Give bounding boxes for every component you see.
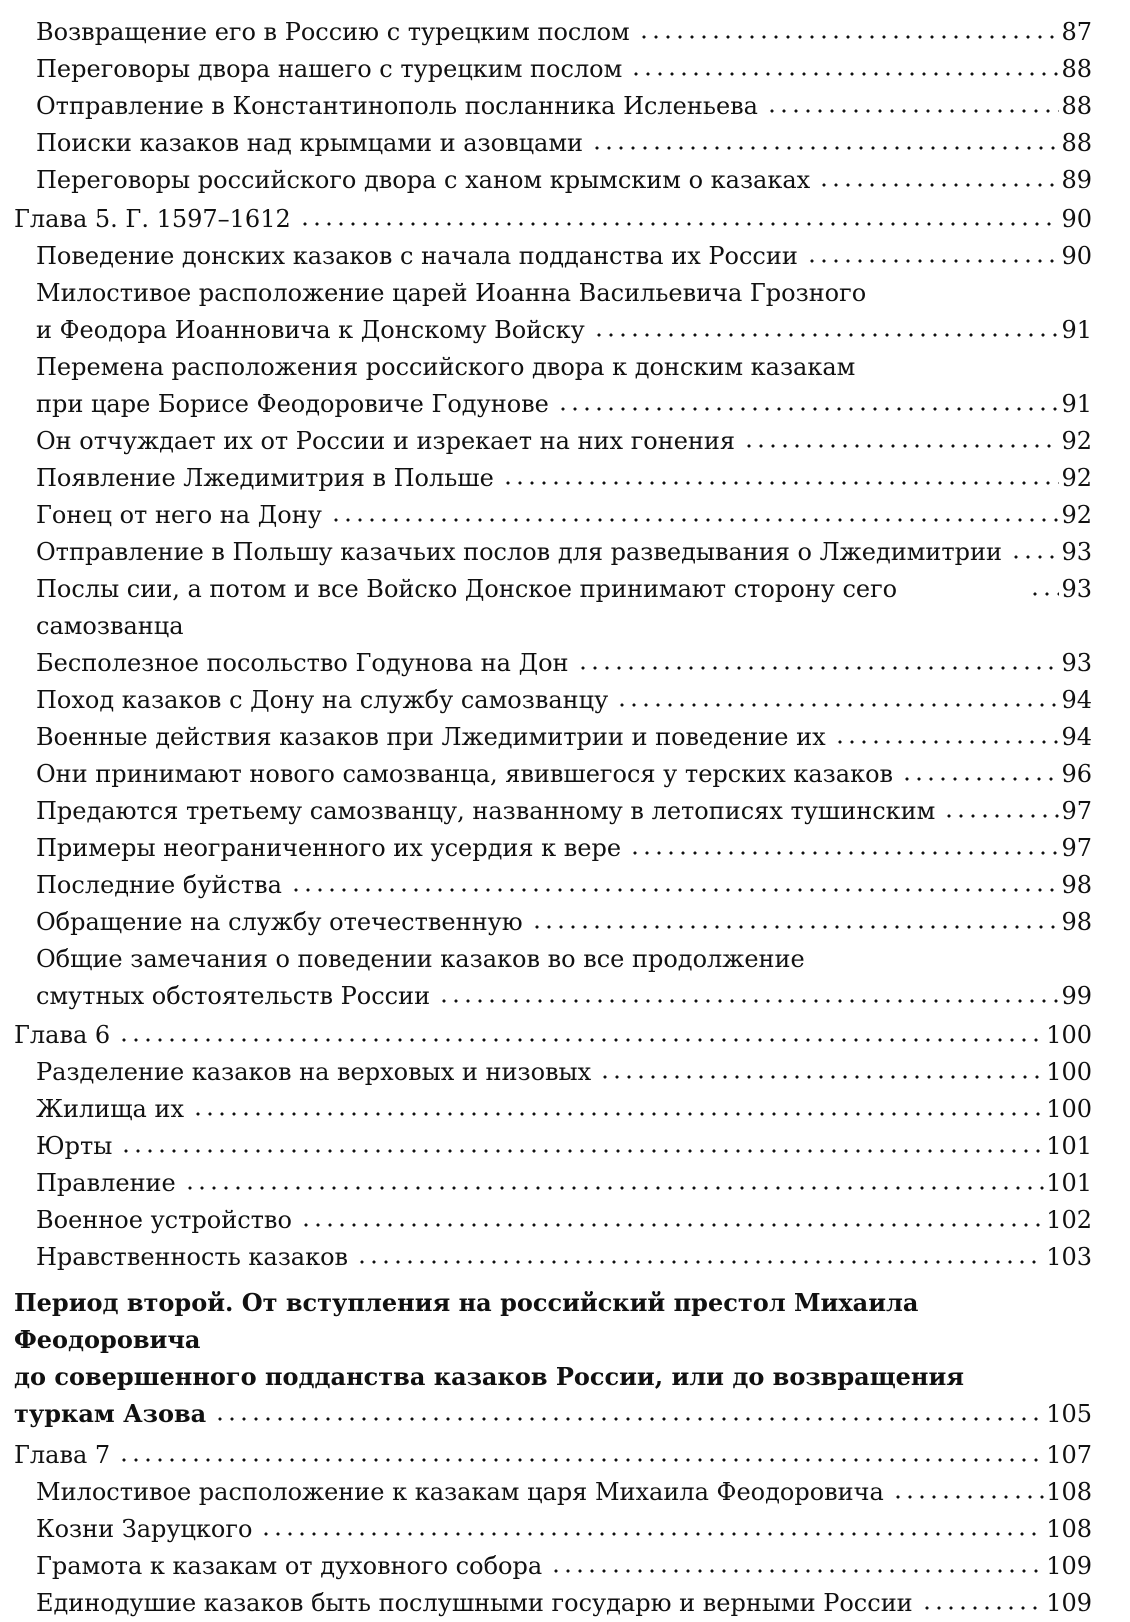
toc-page-number: 88 [1061,92,1092,120]
toc-page-number: 98 [1061,908,1092,936]
dot-leader [330,501,1060,523]
toc-period [14,1284,1092,1433]
toc-page-number: 109 [1046,1589,1092,1617]
toc-chapter [14,1017,1092,1054]
toc-subentry [14,88,1092,125]
dot-leader [743,427,1059,449]
toc-entry-title: Разделение казаков на верховых и низовых [36,1058,592,1086]
toc-page-number: 88 [1061,129,1092,157]
toc-page-number: 100 [1046,1095,1092,1123]
toc-entry-last-line [36,386,1092,423]
toc-entry-title: Отправление в Константинополь посланника Исленьева [36,92,758,120]
toc-subentry [14,51,1092,88]
toc-entry-title: Жилища их [36,1095,184,1123]
toc-subentry [14,1091,1092,1128]
toc-subentry [14,534,1092,571]
toc-entry-title: туркам Азова [14,1399,207,1428]
toc-entry-title: Гонец от него на Дону [36,501,322,529]
dot-leader [629,834,1059,856]
toc-page-number: 105 [1046,1400,1092,1428]
dot-leader [943,797,1059,819]
toc-page-number: 97 [1061,834,1092,862]
toc-entry-title: Глава 6 [14,1021,111,1049]
toc-subentry [14,1585,1092,1622]
dot-leader [599,1058,1044,1080]
toc-page-number: 107 [1046,1441,1092,1469]
toc-subentry [14,645,1092,682]
dot-leader [118,1441,1044,1463]
toc-subentry [14,867,1092,904]
toc-page-number: 94 [1061,686,1092,714]
toc-subentry [14,793,1092,830]
dot-leader [638,18,1060,40]
dot-leader [300,1206,1044,1228]
toc-subentry [14,1474,1092,1511]
toc-entry-title: Возвращение его в Россию с турецким послом [36,18,630,46]
toc-entry-line: Период второй. От вступления на российский престол Михаила Феодоровича [14,1288,919,1354]
dot-leader [616,686,1059,708]
toc-subentry [14,571,1092,645]
toc-entry-title: Военное устройство [36,1206,292,1234]
table-of-contents [14,14,1092,1622]
toc-subentry [14,497,1092,534]
toc-entry-title: Глава 5. Г. 1597–1612 [14,205,291,233]
toc-page-number: 101 [1046,1132,1092,1160]
dot-leader [806,242,1060,264]
toc-entry-title: Глава 7 [14,1441,111,1469]
toc-entry-title: Послы сии, а потом и все Войско Донское принимают сторону сего самозванца [36,575,898,640]
dot-leader [593,316,1060,338]
toc-subentry [14,941,1092,1015]
dot-leader [120,1132,1044,1154]
dot-leader [1010,538,1059,560]
toc-page-number: 102 [1046,1206,1092,1234]
toc-subentry [14,460,1092,497]
toc-subentry [14,349,1092,423]
toc-page-number: 100 [1046,1021,1092,1049]
toc-page-number: 91 [1061,390,1092,418]
toc-entry-line: Общие замечания о поведении казаков во все продолжение [36,945,805,973]
toc-subentry [14,125,1092,162]
toc-entry-title: Примеры неограниченного их усердия к вере [36,834,622,862]
toc-chapter [14,1437,1092,1474]
toc-page-number: 99 [1061,982,1092,1010]
dot-leader [892,1478,1044,1500]
toc-subentry [14,756,1092,793]
toc-subentry [14,423,1092,460]
dot-leader [766,92,1059,114]
toc-page-number: 94 [1061,723,1092,751]
dot-leader [818,166,1059,188]
toc-entry-last-line [36,312,1092,349]
toc-page-number: 93 [1061,538,1092,566]
dot-leader [290,871,1059,893]
dot-leader [260,1515,1044,1537]
toc-subentry [14,1548,1092,1585]
toc-entry-title: Нравственность казаков [36,1243,349,1271]
toc-page-number: 91 [1061,316,1092,344]
toc-entry-title: Он отчуждает их от России и изрекает на них гонения [36,427,736,455]
toc-entry-line: Милостивое расположение царей Иоанна Васильевича Грозного [36,279,867,307]
toc-entry-title: Козни Заруцкого [36,1515,253,1543]
dot-leader [502,464,1060,486]
dot-leader [299,205,1060,227]
toc-entry-last-line [14,1395,1092,1433]
toc-entry-title: Переговоры двора нашего с турецким послом [36,55,623,83]
toc-entry-title: Поиски казаков над крымцами и азовцами [36,129,584,157]
toc-subentry [14,1165,1092,1202]
toc-page-number: 98 [1061,871,1092,899]
toc-entry-line: до совершенного подданства казаков России, или до возвращения [14,1362,965,1391]
toc-entry-title: Грамота к казакам от духовного собора [36,1552,543,1580]
toc-subentry [14,1202,1092,1239]
dot-leader [214,1400,1044,1422]
toc-page-number: 100 [1046,1058,1092,1086]
toc-page-number: 90 [1061,205,1092,233]
dot-leader [531,908,1060,930]
toc-page-number: 101 [1046,1169,1092,1197]
toc-entry-title: Милостивое расположение к казакам царя Михаила Феодоровича [36,1478,884,1506]
toc-entry-title: Появление Лжедимитрия в Польше [36,464,494,492]
toc-entry-line: Перемена расположения российского двора к донским казакам [36,353,856,381]
toc-entry-title: Они принимают нового самозванца, явившегося у терских казаков [36,760,894,788]
dot-leader [630,55,1059,77]
dot-leader [438,982,1059,1004]
dot-leader [118,1021,1044,1043]
toc-page-number: 97 [1061,797,1092,825]
toc-page-number: 93 [1061,575,1092,603]
toc-entry-title: Бесполезное посольство Годунова на Дон [36,649,569,677]
toc-page-number: 92 [1061,501,1092,529]
toc-entry-title: Поход казаков с Дону на службу самозванцу [36,686,609,714]
toc-entry-title: и Феодора Иоанновича к Донскому Войску [36,316,585,344]
toc-entry-title: Переговоры российского двора с ханом крымским о казаках [36,166,811,194]
dot-leader [184,1169,1044,1191]
toc-entry-title: Предаются третьему самозванцу, названному в летописях тушинским [36,797,936,825]
toc-entry-title: Военные действия казаков при Лжедимитрии и поведение их [36,723,826,751]
dot-leader [1029,575,1059,597]
dot-leader [192,1095,1044,1117]
dot-leader [591,129,1059,151]
toc-subentry [14,14,1092,51]
dot-leader [834,723,1060,745]
toc-page-number: 109 [1046,1552,1092,1580]
dot-leader [550,1552,1044,1574]
toc-entry-title: смутных обстоятельств России [36,982,431,1010]
dot-leader [577,649,1060,671]
toc-page-number: 89 [1061,166,1092,194]
toc-subentry [14,904,1092,941]
toc-page-number: 88 [1061,55,1092,83]
toc-entry-title: Юрты [36,1132,113,1160]
toc-subentry [14,719,1092,756]
toc-page-number: 90 [1061,242,1092,270]
toc-subentry [14,1128,1092,1165]
dot-leader [921,1589,1045,1611]
toc-entry-title: Обращение на службу отечественную [36,908,523,936]
toc-page-number: 108 [1046,1478,1092,1506]
toc-page-number: 87 [1061,18,1092,46]
toc-subentry [14,1054,1092,1091]
dot-leader [356,1243,1044,1265]
toc-subentry [14,1511,1092,1548]
toc-page-number: 103 [1046,1243,1092,1271]
toc-page-number: 93 [1061,649,1092,677]
toc-subentry [14,682,1092,719]
toc-subentry [14,830,1092,867]
toc-subentry [14,238,1092,275]
toc-page-number: 92 [1061,464,1092,492]
toc-subentry [14,275,1092,349]
toc-page-number: 108 [1046,1515,1092,1543]
toc-entry-title: Последние буйства [36,871,282,899]
toc-entry-title: Правление [36,1169,176,1197]
toc-entry-title: Отправление в Польшу казачьих послов для разведывания о Лжедимитрии [36,538,1003,566]
toc-subentry [14,1239,1092,1276]
toc-page-number: 92 [1061,427,1092,455]
toc-entry-last-line [36,978,1092,1015]
toc-subentry [14,162,1092,199]
toc-entry-title: Единодушие казаков быть послушными государю и верными России [36,1589,913,1617]
toc-entry-title: Поведение донских казаков с начала подданства их России [36,242,798,270]
toc-chapter [14,201,1092,238]
toc-entry-title: при царе Борисе Феодоровиче Годунове [36,390,549,418]
toc-page-number: 96 [1061,760,1092,788]
dot-leader [557,390,1060,412]
dot-leader [901,760,1059,782]
